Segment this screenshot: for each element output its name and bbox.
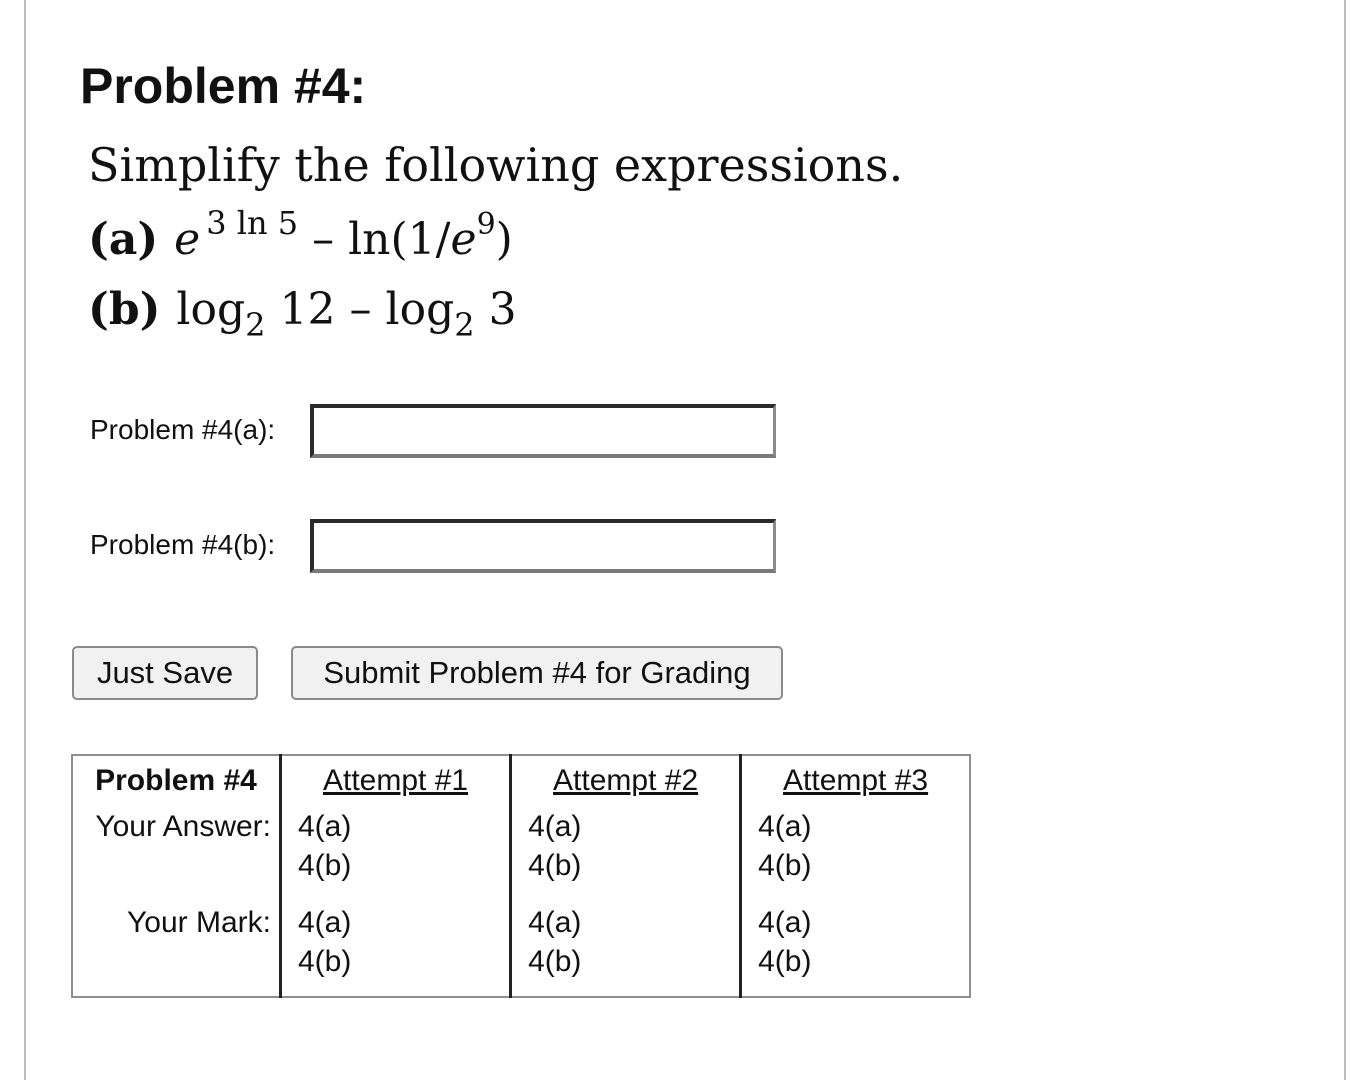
attempt-1-answer-a: 4(a) [298, 810, 352, 843]
attempt-1-mark-b: 4(b) [298, 945, 352, 978]
part-b-label: (b) [88, 284, 161, 335]
attempt-3-header[interactable]: Attempt #3 [741, 755, 970, 806]
problem-title: Problem #4: [80, 58, 367, 114]
part-a-inner-exponent: 9 [476, 207, 496, 242]
part-a-minus: – [312, 214, 335, 265]
part-a-close: ) [495, 214, 513, 265]
part-a-base: e [174, 214, 201, 265]
submit-for-grading-button[interactable]: Submit Problem #4 for Grading [291, 646, 783, 700]
attempt-2-mark-a: 4(a) [528, 906, 582, 939]
part-b-log2: log [385, 284, 455, 335]
your-mark-label: Your Mark: [127, 906, 271, 939]
attempt-1-mark [281, 900, 511, 997]
just-save-button[interactable]: Just Save [72, 646, 258, 700]
expression-part-b [88, 284, 517, 344]
attempt-3-mark-b: 4(b) [758, 945, 812, 978]
attempt-2-mark-b: 4(b) [528, 945, 582, 978]
part-b-log1: log [176, 284, 246, 335]
attempt-1-answer-b: 4(b) [298, 849, 352, 882]
answer-a-input[interactable] [310, 404, 776, 458]
attempt-2-answer [511, 806, 741, 900]
part-b-arg2: 3 [488, 284, 517, 335]
attempt-2-header[interactable]: Attempt #2 [511, 755, 741, 806]
answer-b-input[interactable] [310, 519, 776, 573]
attempt-3-answer-b: 4(b) [758, 849, 812, 882]
attempt-2-mark [511, 900, 741, 997]
problem-instructions: Simplify the following expressions. [88, 138, 904, 192]
part-a-exponent: 3 ln 5 [206, 204, 299, 242]
attempt-3-mark [741, 900, 970, 997]
part-a-log: ln(1/ [348, 214, 451, 265]
part-b-base2: 2 [454, 306, 475, 344]
attempt-1-answer [281, 806, 511, 900]
attempt-3-answer [741, 806, 970, 900]
attempt-1-header[interactable]: Attempt #1 [281, 755, 511, 806]
part-a-label: (a) [88, 214, 159, 265]
attempt-3-answer-a: 4(a) [758, 810, 812, 843]
expression-part-a [88, 204, 513, 265]
attempt-2-answer-a: 4(a) [528, 810, 582, 843]
your-answer-row [72, 806, 970, 900]
attempts-table [71, 754, 971, 998]
part-a-inner-base: e [450, 214, 477, 265]
attempts-corner-label: Problem #4 [95, 764, 257, 797]
attempt-1-mark-a: 4(a) [298, 906, 352, 939]
your-mark-row [72, 900, 970, 997]
your-answer-label: Your Answer: [95, 810, 271, 843]
attempt-3-mark-a: 4(a) [758, 906, 812, 939]
answer-a-label: Problem #4(a): [90, 414, 276, 445]
part-b-minus: – [349, 284, 372, 335]
answer-b-label: Problem #4(b): [90, 529, 276, 560]
attempts-header-row [72, 755, 970, 806]
part-b-base1: 2 [245, 306, 266, 344]
part-b-arg1: 12 [279, 284, 336, 335]
attempt-2-answer-b: 4(b) [528, 849, 582, 882]
